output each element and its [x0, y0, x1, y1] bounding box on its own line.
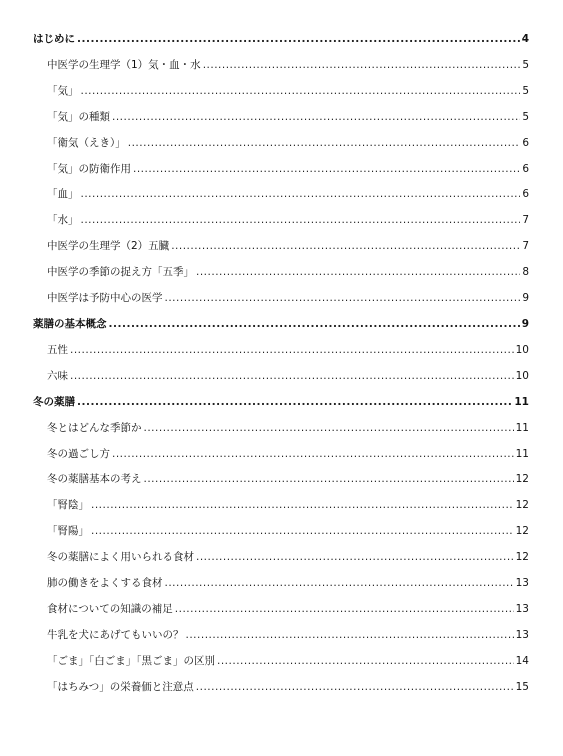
- toc-entry-title: 「ごま」「白ごま」「黒ごま」の区別: [47, 654, 215, 667]
- dot-leader: [81, 85, 521, 98]
- toc-entry-title: 「気」の種類: [47, 110, 110, 123]
- toc-page-number: 7: [522, 214, 529, 227]
- toc-entry-title: 中医学の季節の捉え方「五季」: [47, 266, 194, 279]
- dot-leader: [186, 629, 514, 642]
- toc-entry[interactable]: [33, 370, 529, 396]
- toc-heading-entry[interactable]: [33, 318, 529, 344]
- dot-leader: [196, 266, 520, 279]
- dot-leader: [109, 318, 520, 331]
- dot-leader: [175, 603, 514, 616]
- toc-entry-title: 中医学の生理学（1）気・血・水: [47, 59, 201, 71]
- toc-page-number: 11: [514, 395, 529, 408]
- toc-page-number: 12: [515, 499, 529, 512]
- toc-page-number: 6: [522, 162, 529, 175]
- dot-leader: [196, 681, 514, 694]
- table-of-contents: [33, 33, 529, 706]
- toc-entry[interactable]: [33, 681, 529, 707]
- toc-page-number: 12: [515, 551, 529, 564]
- toc-entry[interactable]: [33, 525, 529, 551]
- toc-entry-title: 「水」: [47, 214, 79, 227]
- toc-page-number: 10: [515, 369, 529, 382]
- toc-page-number: 6: [522, 136, 529, 149]
- toc-entry[interactable]: [33, 163, 529, 189]
- dot-leader: [196, 551, 514, 564]
- toc-entry[interactable]: [33, 266, 529, 292]
- toc-heading-entry[interactable]: [33, 33, 529, 59]
- dot-leader: [133, 163, 520, 176]
- toc-entry-title: 中医学の生理学（2）五臓: [47, 240, 170, 253]
- toc-entry-title: 冬の過ごし方: [47, 447, 110, 460]
- toc-page-number: 11: [515, 447, 529, 460]
- toc-page-number: 13: [515, 602, 529, 615]
- toc-page-number: 15: [515, 680, 529, 693]
- toc-page-number: 14: [515, 654, 529, 667]
- toc-entry-title: 「気」: [47, 84, 79, 97]
- toc-entry[interactable]: [33, 655, 529, 681]
- toc-entry[interactable]: [33, 292, 529, 318]
- toc-page-number: 10: [515, 343, 529, 356]
- toc-entry-title: 「衛気（えき）」: [47, 136, 126, 149]
- toc-entry[interactable]: [33, 85, 529, 111]
- toc-entry-title: 中医学は予防中心の医学: [47, 292, 163, 305]
- toc-entry[interactable]: [33, 551, 529, 577]
- dot-leader: [217, 655, 514, 668]
- toc-entry[interactable]: [33, 629, 529, 655]
- dot-leader: [81, 188, 521, 201]
- toc-entry[interactable]: [33, 240, 529, 266]
- toc-entry-title: 五性: [47, 343, 68, 356]
- toc-entry[interactable]: [33, 344, 529, 370]
- dot-leader: [77, 33, 520, 46]
- toc-page-number: 5: [522, 110, 529, 123]
- dot-leader: [165, 292, 521, 305]
- toc-page-number: 4: [521, 33, 529, 45]
- dot-leader: [81, 214, 521, 227]
- toc-entry-title: 「血」: [47, 188, 79, 201]
- dot-leader: [77, 396, 512, 409]
- toc-entry[interactable]: [33, 448, 529, 474]
- toc-page-number: 5: [522, 84, 529, 97]
- toc-page-number: 9: [522, 292, 529, 305]
- toc-entry-title: はじめに: [33, 33, 75, 45]
- toc-entry-title: 冬の薬膳によく用いられる食材: [47, 551, 194, 564]
- toc-entry-title: 薬膳の基本概念: [33, 317, 107, 330]
- toc-entry[interactable]: [33, 603, 529, 629]
- toc-heading-entry[interactable]: [33, 396, 529, 422]
- dot-leader: [171, 240, 520, 253]
- toc-entry-title: 六味: [47, 369, 68, 382]
- toc-entry[interactable]: [33, 59, 529, 85]
- toc-entry-title: 肺の働きをよくする食材: [47, 577, 163, 590]
- dot-leader: [91, 525, 514, 538]
- toc-page-number: 12: [515, 473, 529, 486]
- toc-entry[interactable]: [33, 188, 529, 214]
- toc-entry[interactable]: [33, 137, 529, 163]
- toc-entry-title: 冬の薬膳基本の考え: [47, 473, 142, 486]
- dot-leader: [112, 111, 520, 124]
- toc-entry[interactable]: [33, 214, 529, 240]
- toc-entry-title: 牛乳を犬にあげてもいいの？: [47, 628, 184, 641]
- toc-entry-title: 「はちみつ」の栄養価と注意点: [47, 680, 194, 693]
- toc-page-number: 8: [522, 266, 529, 279]
- toc-page-number: 13: [515, 577, 529, 590]
- toc-entry-title: 「気」の防衛作用: [47, 162, 131, 175]
- dot-leader: [112, 448, 514, 461]
- dot-leader: [128, 137, 521, 150]
- toc-entry[interactable]: [33, 577, 529, 603]
- toc-entry[interactable]: [33, 499, 529, 525]
- toc-entry[interactable]: [33, 473, 529, 499]
- toc-entry-title: 冬とはどんな季節か: [47, 421, 142, 434]
- toc-page-number: 12: [515, 525, 529, 538]
- toc-page-number: 6: [522, 188, 529, 201]
- toc-page-number: 11: [515, 421, 529, 434]
- dot-leader: [144, 422, 514, 435]
- dot-leader: [70, 344, 514, 357]
- dot-leader: [165, 577, 514, 590]
- toc-page-number: 5: [522, 59, 529, 71]
- toc-entry[interactable]: [33, 422, 529, 448]
- toc-page-number: 9: [521, 317, 529, 330]
- toc-entry[interactable]: [33, 111, 529, 137]
- toc-entry-title: 冬の薬膳: [33, 395, 75, 408]
- toc-page-number: 7: [522, 240, 529, 253]
- toc-entry-title: 「腎陽」: [47, 525, 89, 538]
- toc-entry-title: 「腎陰」: [47, 499, 89, 512]
- toc-entry-title: 食材についての知識の補足: [47, 602, 173, 615]
- dot-leader: [91, 499, 514, 512]
- toc-page-number: 13: [515, 628, 529, 641]
- dot-leader: [203, 59, 521, 72]
- dot-leader: [70, 370, 514, 383]
- dot-leader: [144, 473, 514, 486]
